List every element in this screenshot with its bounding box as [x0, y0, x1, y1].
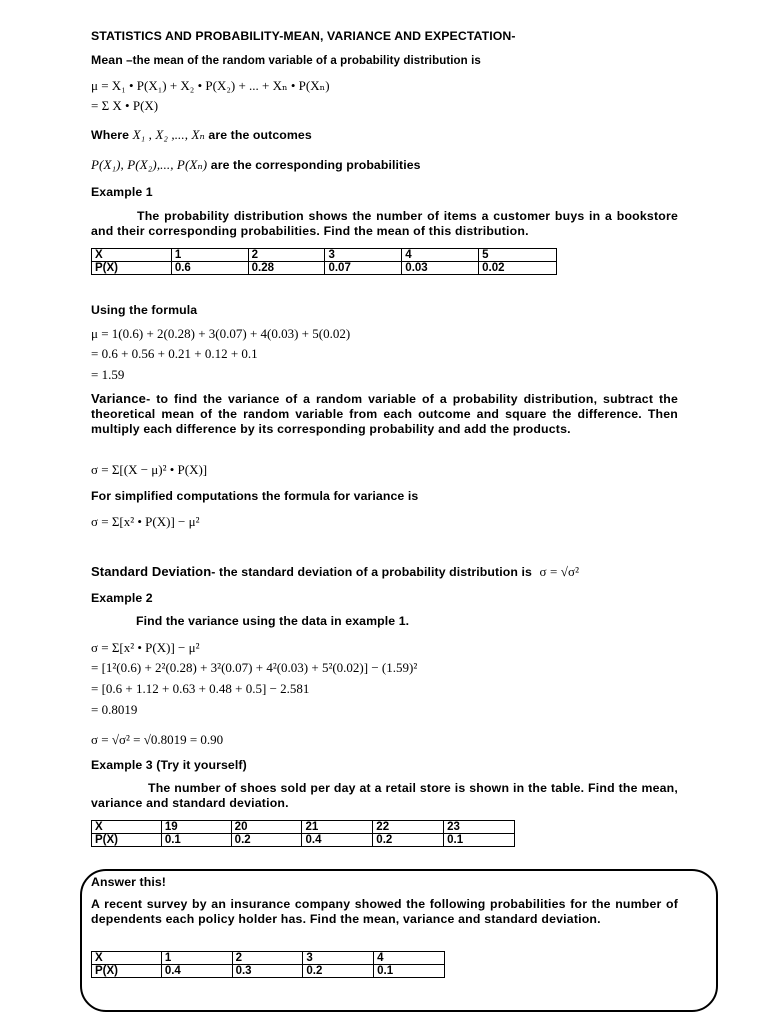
table-cell: 0.2: [231, 834, 302, 847]
variance-term: Variance: [91, 391, 147, 406]
example1-calc2: = 0.6 + 0.56 + 0.21 + 0.12 + 0.1: [91, 346, 258, 361]
table-cell: 0.6: [171, 262, 248, 275]
table-cell: 19: [161, 821, 231, 834]
table-cell: 0.1: [444, 834, 515, 847]
probabilities-vars: P(X₁), P(X₂),..., P(Xₙ): [91, 157, 208, 172]
table-cell: 0.02: [479, 262, 557, 275]
example1-using: Using the formula: [91, 303, 198, 317]
mean-definition-text: –the mean of the random variable of a probability distribution is: [122, 55, 481, 67]
answer-heading: Answer this!: [91, 875, 166, 889]
table-cell: X: [92, 249, 172, 262]
mean-definition: [91, 53, 481, 67]
table-cell: 20: [231, 821, 302, 834]
mean-formula-line1: μ = X₁ • P(X₁) + X₂ • P(X₂) + ... + Xₙ • P(Xₙ): [91, 78, 330, 93]
page-title: STATISTICS AND PROBABILITY-MEAN, VARIANCE AND EXPECTATION-: [91, 29, 516, 43]
table-cell: 2: [232, 952, 303, 965]
table-cell: 21: [302, 821, 373, 834]
table-cell: X: [92, 952, 162, 965]
table-row: [92, 965, 445, 978]
example3-text: The number of shoes sold per day at a retail store is shown in the table. Find the mean, variance and standard deviation.: [91, 781, 678, 810]
example2-heading: Example 2: [91, 591, 153, 605]
table-cell: 23: [444, 821, 515, 834]
probabilities-line: [91, 157, 421, 173]
answer-table: [91, 951, 445, 978]
table-cell: P(X): [92, 834, 162, 847]
table-cell: 2: [248, 249, 325, 262]
answer-text: A recent survey by an insurance company showed the following probabilities for the number of dependents each policy holder has. Find the mean, variance and standard deviation.: [91, 897, 678, 926]
std-dev-term: Standard Deviation: [91, 564, 212, 579]
example2-text: Find the variance using the data in example 1.: [136, 614, 410, 628]
mean-formula-line2: = Σ X • P(X): [91, 98, 159, 113]
table-row: [92, 249, 557, 262]
where-label: Where: [91, 128, 130, 142]
table-row: [92, 952, 445, 965]
table-cell: P(X): [92, 262, 172, 275]
example2-line2: = [1²(0.6) + 2²(0.28) + 3²(0.07) + 4²(0.03) + 5²(0.02)] − (1.59)²: [91, 660, 418, 675]
example3-table: [91, 820, 515, 847]
variance-formula: σ = Σ[(X − μ)² • P(X)]: [91, 462, 208, 477]
table-cell: 0.2: [303, 965, 374, 978]
table-cell: P(X): [92, 965, 162, 978]
table-cell: 0.4: [161, 965, 232, 978]
table-cell: 3: [325, 249, 402, 262]
example3-heading: Example 3 (Try it yourself): [91, 758, 247, 772]
example2-line5: σ = √σ² = √0.8019 = 0.90: [91, 732, 224, 747]
mean-term: Mean: [91, 53, 123, 67]
table-cell: 0.1: [161, 834, 231, 847]
example2-line4: = 0.8019: [91, 702, 138, 717]
table-cell: 22: [373, 821, 444, 834]
variance-simplified-formula: σ = Σ[x² • P(X)] − μ²: [91, 514, 200, 529]
variance-definition: [91, 391, 678, 437]
table-cell: 0.1: [374, 965, 445, 978]
where-vars: X₁ , X₂ ,..., Xₙ: [132, 127, 205, 142]
std-dev-text: - the standard deviation of a probability distribution is: [211, 565, 532, 579]
table-cell: 0.3: [232, 965, 303, 978]
example1-calc1: μ = 1(0.6) + 2(0.28) + 3(0.07) + 4(0.03) + 5(0.02): [91, 326, 351, 341]
table-row: [92, 262, 557, 275]
table-cell: 5: [479, 249, 557, 262]
table-row: [92, 834, 515, 847]
example1-heading: Example 1: [91, 185, 153, 199]
table-cell: 0.2: [373, 834, 444, 847]
table-cell: 4: [374, 952, 445, 965]
example1-calc3: = 1.59: [91, 367, 125, 382]
table-cell: 1: [171, 249, 248, 262]
table-cell: 0.4: [302, 834, 373, 847]
table-row: [92, 821, 515, 834]
example1-table: [91, 248, 557, 275]
std-dev-formula: σ = √σ²: [539, 564, 580, 579]
where-line: [91, 127, 312, 143]
table-cell: 0.28: [248, 262, 325, 275]
probabilities-text: are the corresponding probabilities: [210, 158, 421, 172]
table-cell: 3: [303, 952, 374, 965]
table-cell: 0.03: [402, 262, 479, 275]
table-cell: 0.07: [325, 262, 402, 275]
table-cell: 1: [161, 952, 232, 965]
variance-simplified-text: For simplified computations the formula for variance is: [91, 489, 419, 503]
example2-line1: σ = Σ[x² • P(X)] − μ²: [91, 640, 200, 655]
answer-box: [80, 869, 718, 1012]
example2-line3: = [0.6 + 1.12 + 0.63 + 0.48 + 0.5] − 2.581: [91, 681, 310, 696]
variance-text: - to find the variance of a random variable of a probability distribution, subtract the theoretical mean of the random variable from each outcome and square the difference. Then multiply each difference by its corresponding probability and add the products.: [91, 392, 678, 436]
where-text: are the outcomes: [208, 128, 312, 142]
table-cell: X: [92, 821, 162, 834]
example1-text: The probability distribution shows the number of items a customer buys in a bookstore and their corresponding probabilities. Find the mean of this distribution.: [91, 209, 678, 238]
table-cell: 4: [402, 249, 479, 262]
std-dev-definition: [91, 564, 579, 580]
